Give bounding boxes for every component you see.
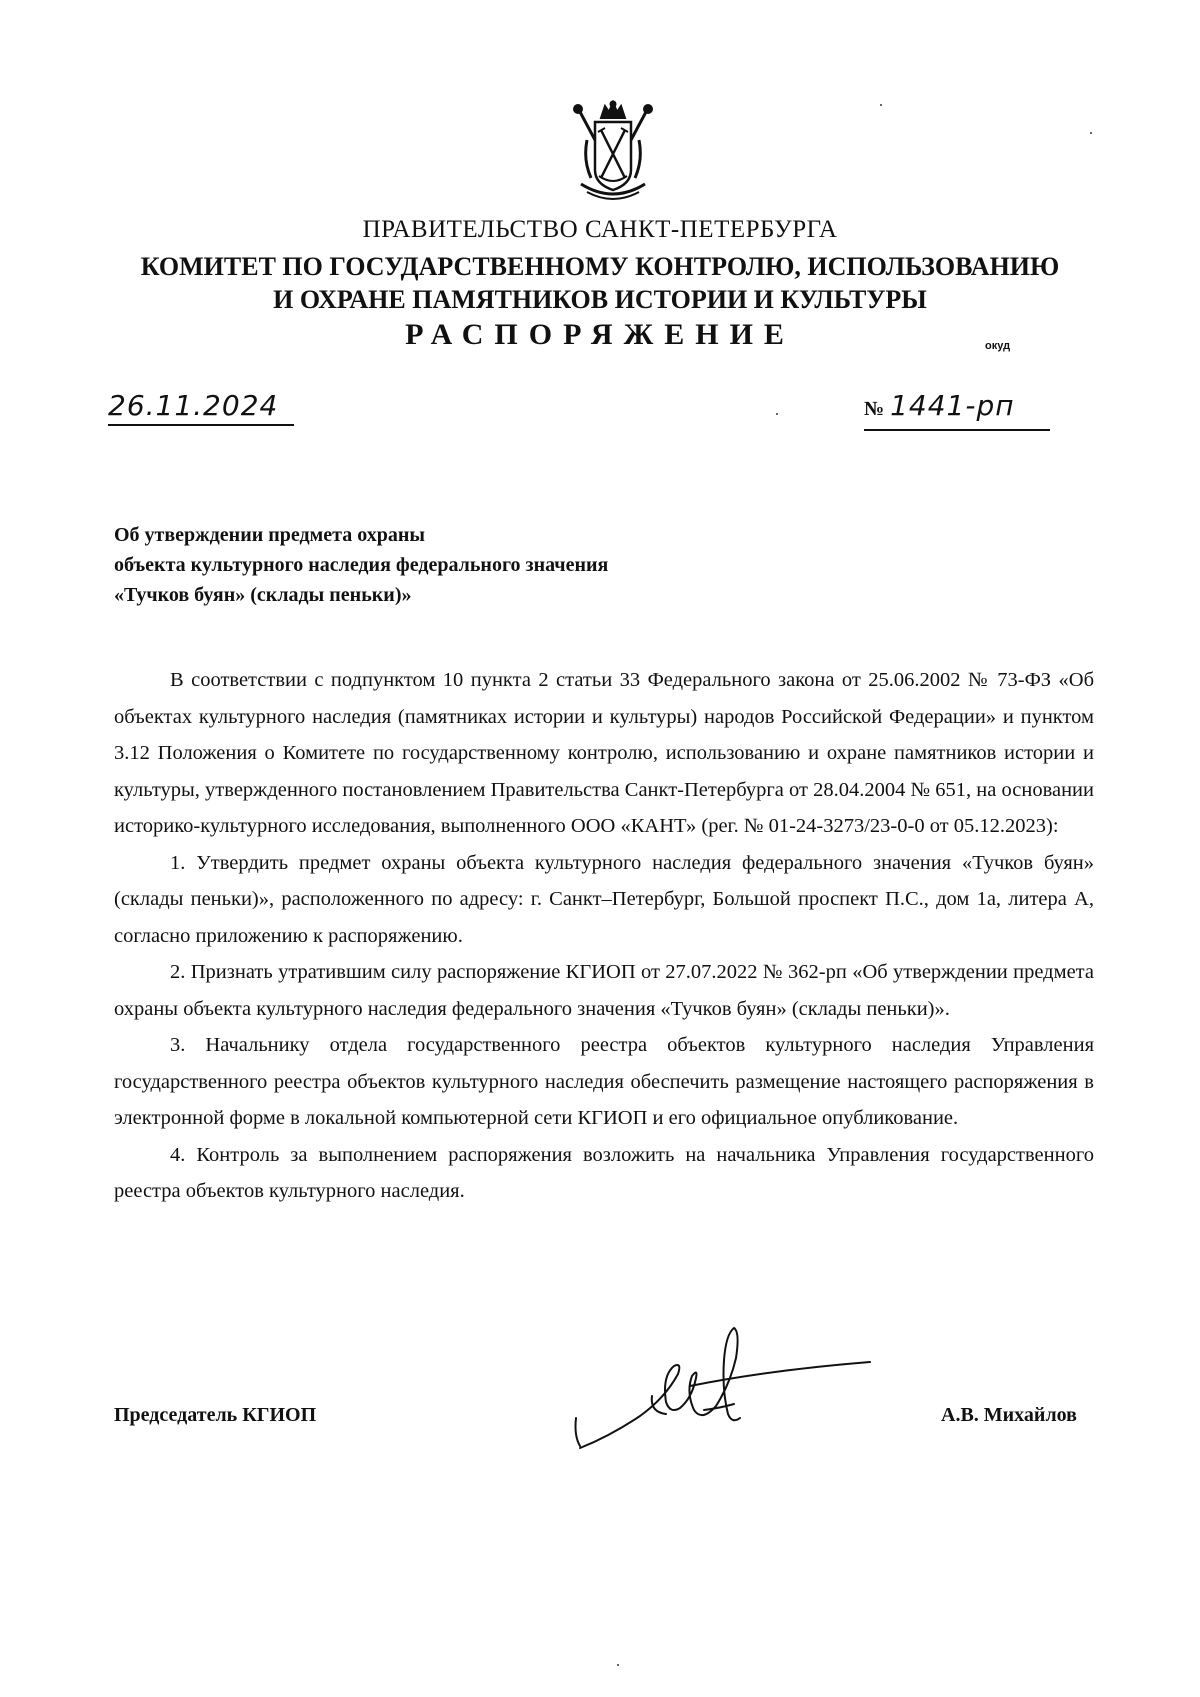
handwritten-signature bbox=[570, 1318, 900, 1468]
item-1-paragraph: 1. Утвердить предмет охраны объекта культурного наследия федерального значения «Тучков буян» (склады пеньки)», расположенного по адресу: г. Санкт–Петербург, Большой проспект П.С., дом 1а, литера А, согласно приложению к распоряжению. bbox=[114, 851, 1094, 947]
signatory-name: А.В. Михайлов bbox=[941, 1404, 1077, 1426]
scan-speck bbox=[1090, 132, 1092, 134]
scan-speck bbox=[880, 104, 882, 106]
scan-speck bbox=[776, 413, 778, 415]
document-number bbox=[864, 390, 1050, 431]
committee-line-2: И ОХРАНЕ ПАМЯТНИКОВ ИСТОРИИ И КУЛЬТУРЫ bbox=[273, 285, 927, 314]
document-type: РАСПОРЯЖЕНИЕ bbox=[405, 318, 795, 351]
coat-of-arms-icon bbox=[565, 100, 661, 204]
item-3-paragraph: 3. Начальнику отдела государственного реестра объектов культурного наследия Управления государственного реестра объектов культурного наследия обеспечить размещение настоящего распоряжения в электронной форме в локальной компьютерной сети КГИОП и его официальное опубликование. bbox=[114, 1034, 1094, 1129]
number-value: 1441-рп bbox=[890, 389, 1015, 422]
document-body bbox=[114, 662, 1094, 1210]
item-2-paragraph: 2. Признать утратившим силу распоряжение КГИОП от 27.07.2022 № 362-рп «Об утверждении предмета охраны объекта культурного наследия федерального значения «Тучков буян» (склады пеньки)». bbox=[114, 961, 1094, 1020]
preamble-paragraph: В соответствии с подпунктом 10 пункта 2 статьи 33 Федерального закона от 25.06.2002 № 73-ФЗ «Об объектах культурного наследия (памятниках истории и культуры) народов Российской Федерации» и пунктом 3.12 Положения о Комитете по государственному контролю, использованию и охране памятников истории и культуры, утвержденного постановлением Правительства Санкт-Петербурга от 28.04.2004 № 651, на основании историко-культурного исследования, выполненного ООО «КАНТ» (рег. № 01-24-3273/23-0-0 от 05.12.2023): bbox=[114, 669, 1094, 837]
document-date: 26.11.2024 bbox=[108, 390, 294, 426]
item-4-paragraph: 4. Контроль за выполнением распоряжения возложить на начальника Управления государственного реестра объектов культурного наследия. bbox=[114, 1143, 1094, 1202]
signatory-title: Председатель КГИОП bbox=[114, 1404, 317, 1426]
subject-line-2: объекта культурного наследия федерального значения bbox=[114, 554, 609, 576]
committee-name bbox=[0, 250, 1200, 316]
subject-line-1: Об утверждении предмета охраны bbox=[114, 524, 425, 546]
scan-speck bbox=[617, 1664, 619, 1666]
number-sign: № bbox=[864, 398, 885, 420]
subject-line-3: «Тучков буян» (склады пеньки)» bbox=[114, 584, 412, 606]
government-name: ПРАВИТЕЛЬСТВО САНКТ-ПЕТЕРБУРГА bbox=[362, 216, 838, 243]
okud-label: окуд bbox=[985, 340, 1011, 352]
committee-line-1: КОМИТЕТ ПО ГОСУДАРСТВЕННОМУ КОНТРОЛЮ, ИСПОЛЬЗОВАНИЮ bbox=[140, 252, 1060, 281]
document-subject bbox=[114, 520, 814, 610]
